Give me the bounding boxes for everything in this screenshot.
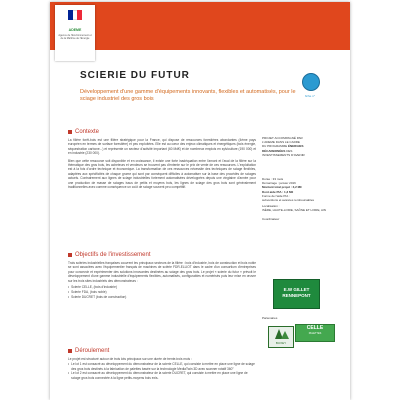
- header-band: [50, 2, 350, 50]
- list-item: • Scierie DUCRET (bois de construction): [68, 295, 256, 300]
- section-heading: [68, 252, 256, 258]
- localisation-value: ISÈRE, HAUTE-LOIRE, SAÔNE ET LOIRE, AIN: [262, 208, 326, 213]
- deroulement-paragraph: Le projet est structuré autour de trois lots principaux sur une durée de trente-trois mois :: [68, 357, 192, 361]
- forme-label: Forme de l'aide PIA :: [262, 193, 290, 198]
- section-bullet-icon: [68, 130, 72, 134]
- contexte-paragraph-1: La filière forêt-bois est une filière stratégique pour la France, qui dispose de ressources forestières abondantes (4ème pays européen en termes de surface forestière) et peu exploitées. Elle est au cœur des enjeux climatiques et énergétiques (bois énergie, séquestration carbone...) et représente un secteur d'activité important (60 Md€) et de nombreux emplois en sylviculture (190 000) et en industrie (230 000).: [68, 138, 256, 156]
- partners-label: Partenaires: [262, 316, 278, 320]
- project-sidebar: [262, 136, 332, 221]
- section-contexte: [68, 129, 256, 189]
- aide: Dont aide PIA : 1,3 M€: [262, 189, 294, 194]
- list-item: • Scierie FDA, (bois noble): [68, 290, 256, 295]
- program-badge-icon: [302, 73, 320, 91]
- section-deroulement: [68, 348, 256, 380]
- ademe-logo: [55, 5, 95, 61]
- contexte-heading: Contexte: [75, 129, 100, 135]
- demarrage: Démarrage : janvier 2016: [262, 181, 296, 186]
- section-heading: [68, 129, 256, 135]
- sites-list: [68, 285, 256, 299]
- contexte-paragraph-2: Bien que cette ressource soit disponible et en croissance, il existe une forte inadéquation entre l'amont et l'aval de la filière sur la thématique des gros bois, les acheteurs et vendeurs se trouvent pas d'entente sur le prix de vente de ces ressources. L'exploitation est à la fois d'ordre technique et économique. La transformation de ces ressources nécessite des techniques de sciage flexibles, adaptées aux spécificités de chaque grume qui sont par conséquent difficiles à automatiser sur la base des procédés de sciages actuels. Contrairement aux lignes de sciage industrielles fortement automatisées développées depuis une vingtaine d'année pour une production de masse de sciages issus de petits et moyens bois, les lignes de sciage des gros bois sont généralement traditionnelles avec comme conséquence un coût de sciage souvent peu compétitif.: [68, 158, 256, 190]
- list-item: • Le lot 1 est consacré au développement du démonstrateur de la scierie CELLE, qui consiste à mettre en place une ligne de sciage des gros bois destinés à la fabrication de palettes basée sur la technologie MediaTwin 3D avec scanner rotatif 360°: [68, 362, 256, 371]
- objectifs-paragraph: Trois sciéries industrielles françaises couvrent les principaux secteurs de la filière : bois d'industrie, bois de construction et bois noble se sont associées avec l'équipementier français de machines de sciérie FDR-ELLIOT dans le cadre d'un consortium d'entreprises pour concevoir et expérimenter des solutions innovantes destinées au sciage des gros bois. Le projet « scierie du futur » prévoit le développement d'une gamme industrielle d'équipements flexibles, automatisés, configurables et numérisés puis leur mise en œuvre sur les trois sites industriels des démonstrateurs :: [68, 261, 256, 283]
- localisation-label: Localisation :: [262, 204, 280, 209]
- list-item: • Scierie CELLE, (bois d'industrie): [68, 285, 256, 290]
- montant: Montant total projet : 3,2 M€: [262, 185, 302, 190]
- coordinateur-label: Coordinateur: [262, 216, 280, 221]
- section-objectifs: [68, 252, 256, 299]
- celle-logo: CELLE PALETTES: [295, 324, 335, 342]
- agency-name: ADEME: [68, 28, 82, 32]
- page-title: SCIERIE DU FUTUR: [80, 70, 190, 81]
- french-flag-icon: [68, 10, 82, 20]
- tree-icon: [269, 327, 293, 341]
- program-block: PROJET ACCOMPAGNÉ PAR L'ADEME DANS LE CADRE DU PROGRAMME ÉNERGIES DÉCARBONÉES DES INVESTISSEMENTS D'AVENIR: [262, 136, 305, 157]
- duree: Durée : 33 mois: [262, 177, 284, 182]
- page-subtitle: Développement d'une gamme d'équipements innovants, flexibles et automatisés, pour le sciage industriel des gros bois: [80, 89, 296, 102]
- badge-label: fiche n°: [304, 94, 316, 98]
- list-item: • Le lot 2 est consacré au développement du démonstrateur de la scierie DUCRET, qui consiste à mettre en place une ligne de sciage gros bois connectée à la ligne petits-moyens bois exis-: [68, 371, 256, 380]
- forme-value: subventions et avances remboursables: [262, 198, 315, 203]
- agency-subtitle: Agence de l'Environnement et de la Maîtrise de l'Energie: [58, 34, 92, 40]
- objectifs-heading: Objectifs de l'investissement: [75, 252, 151, 258]
- section-bullet-icon: [68, 349, 72, 353]
- section-bullet-icon: [68, 253, 72, 257]
- gillet-logo: E.W GILLET RENNEPONT: [273, 279, 320, 309]
- deroulement-heading: Déroulement: [75, 348, 110, 354]
- document-page: [50, 2, 350, 400]
- lots-list: [68, 362, 256, 380]
- section-heading: [68, 348, 256, 354]
- buxey-logo: BUXEY: [268, 326, 294, 348]
